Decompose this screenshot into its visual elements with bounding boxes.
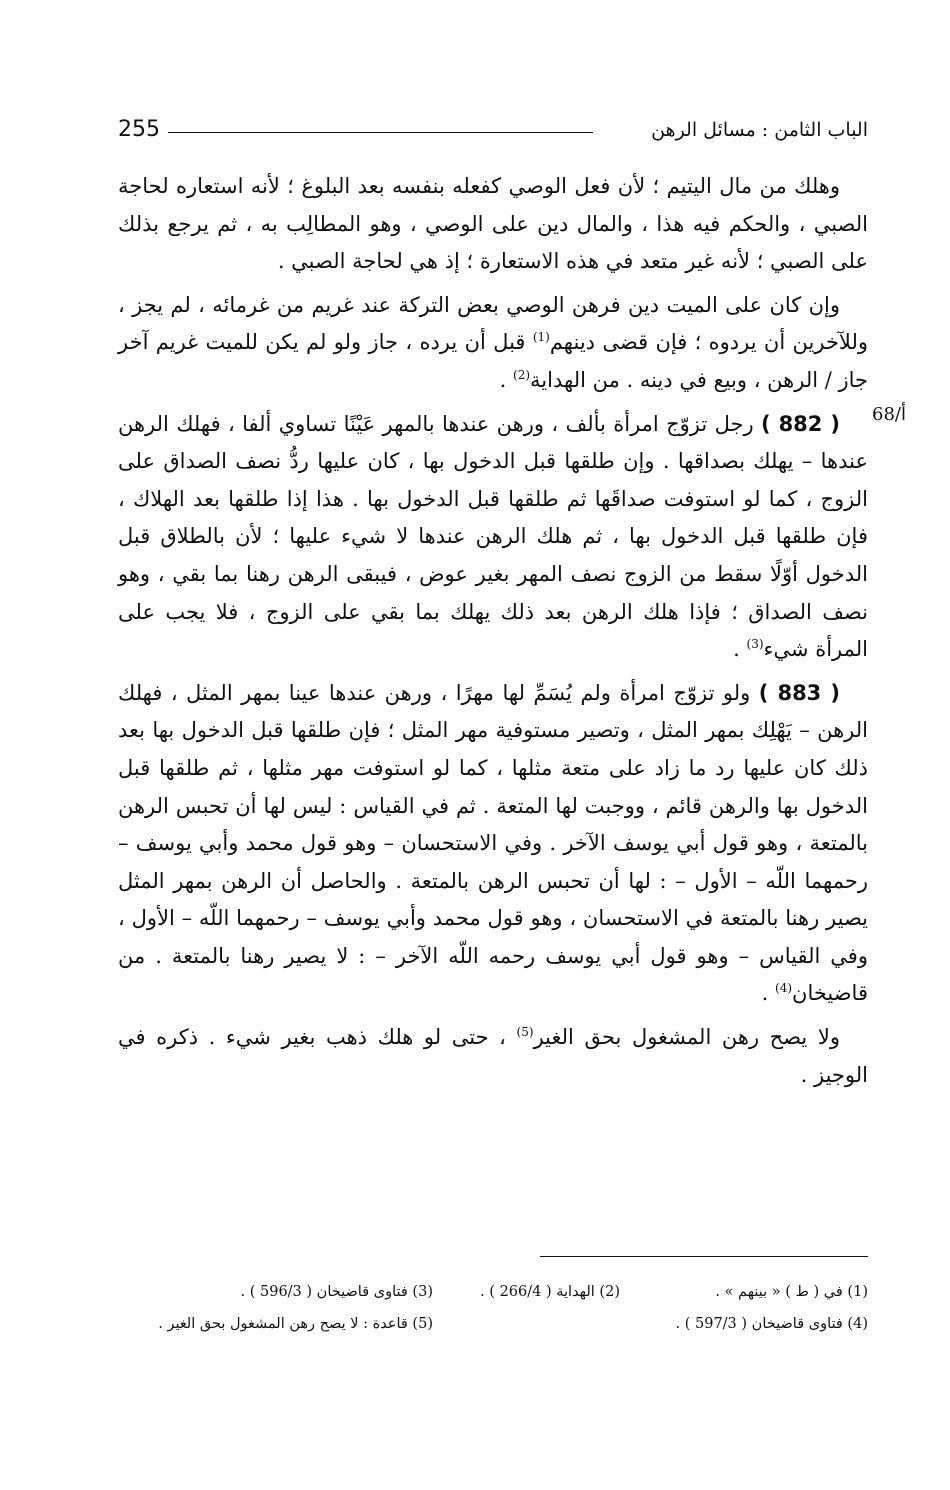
entry-883 bbox=[118, 675, 868, 1013]
footnote-5: (5) قاعدة : لا يصح رهن المشغول بحق الغير . bbox=[158, 1316, 433, 1332]
paragraph-text: . bbox=[733, 637, 747, 662]
paragraph-text: رجل تزوّج امرأة بألف ، ورهن عندها بالمهر عَيْنًا تساوي ألفا ، فهلك الرهن عندها – يهلك بصداقها . وإن طلقها قبل الدخول بها ، كان عليها ردُّ نصف الصداق على الزوج ، كما لو استوفت صداقَها ثم طلقها قبل الدخول بها . هذا إذا طلقها بعد الهلاك ، فإن طلقها قبل الدخول بها ، ثم هلك الرهن عندها لا شيء عليها ؛ لأن بالطلاق قبل الدخول أوّلًا سقط من الزوج نصف المهر بغير عوض ، فيبقى الرهن رهنا بما بقي ، وهو نصف الصداق ؛ فإذا هلك الرهن بعد ذلك يهلك بما بقي على الزوج ، فلا يجب على المرأة شيء bbox=[118, 411, 868, 662]
paragraph-5 bbox=[118, 1019, 868, 1094]
paragraph-text: ، حتى لو هلك ذهب بغير شيء . ذكره في الوجيز . bbox=[118, 1025, 868, 1087]
footnote-rule bbox=[540, 1256, 868, 1257]
footnote-4: (4) فتاوى قاضيخان ( 597/3 ) . bbox=[675, 1316, 868, 1332]
paragraph-text: ولا يصح رهن المشغول بحق الغير bbox=[533, 1025, 840, 1050]
page-header bbox=[118, 110, 868, 150]
footnote-row bbox=[118, 1284, 868, 1316]
entry-number: ( 882 ) bbox=[760, 411, 840, 436]
paragraph-text: وإن كان على الميت دين فرهن الوصي بعض التركة عند غريم من غرمائه ، لم يجز ، وللآخرين أن يردوه ؛ فإن قضى دينهم bbox=[118, 292, 869, 355]
footnote-ref-4[interactable]: (4) bbox=[775, 981, 793, 996]
paragraph-1 bbox=[118, 168, 868, 281]
footnotes bbox=[118, 1284, 868, 1348]
paragraph-text: قبل أن يرده ، جاز ولو لم يكن للميت غريم آخر جاز / الرهن ، وبيع في دينه . من الهداية bbox=[118, 330, 868, 392]
footnote-ref-5[interactable]: (5) bbox=[516, 1025, 534, 1040]
footnote-3: (3) فتاوى قاضيخان ( 596/3 ) . bbox=[240, 1284, 433, 1300]
paragraph-text: ولو تزوّج امرأة ولم يُسَمِّ لها مهرًا ، ورهن عندها عينا بمهر المثل ، فهلك الرهن – يَهْلِك بمهر المثل ، وتصير مستوفية مهر المثل ؛ فإن طلقها قبل الدخول بها بعد ذلك كان عليها رد ما زاد على متعة مثلها ، كما لو استوفت مهر مثلها ، ثم طلقها قبل الدخول بها والرهن قائم ، ووجبت لها المتعة . ثم في القياس : ليس لها أن تحبس الرهن بالمتعة ، وهو قول أبي يوسف الآخر . وفي الاستحسان – وهو قول محمد وأبي يوسف – رحمهما اللّه – الأول – : لها أن تحبس الرهن بالمتعة . والحاصل أن الرهن بمهر المثل يصير رهنا بالمتعة في الاستحسان ، وهو قول محمد وأبي يوسف – رحمهما اللّه – الأول ، وفي القياس – وهو قول أبي يوسف رحمه اللّه الآخر – : لا يصير رهنا بالمتعة . من قاضيخان bbox=[118, 680, 868, 1006]
paragraph-text: . bbox=[761, 981, 775, 1006]
footnote-ref-3[interactable]: (3) bbox=[746, 637, 764, 652]
footnote-1: (1) في ( ط ) « بينهم » . bbox=[715, 1284, 868, 1300]
footnote-ref-2[interactable]: (2) bbox=[513, 367, 531, 382]
footnote-2: (2) الهداية ( 266/4 ) . bbox=[480, 1284, 620, 1300]
entry-882 bbox=[118, 406, 868, 669]
footnote-ref-1[interactable]: (1) bbox=[532, 330, 550, 345]
paragraph-text: . bbox=[499, 367, 514, 392]
manuscript-folio-note: 68/أ bbox=[872, 404, 906, 425]
chapter-title: الباب الثامن : مسائل الرهن bbox=[651, 119, 868, 141]
entry-number: ( 883 ) bbox=[758, 680, 840, 705]
paragraph-2 bbox=[118, 287, 868, 400]
header-rule bbox=[168, 132, 593, 133]
main-text bbox=[118, 168, 868, 1100]
paragraph-text: وهلك من مال اليتيم ؛ لأن فعل الوصي كفعله بنفسه بعد البلوغ ؛ لأنه استعاره لحاجة الصبي ، والحكم فيه هذا ، والمال دين على الوصي ، وهو المطالِب به ، ثم يرجع بذلك على الصبي ؛ لأنه غير متعد في هذه الاستعارة ؛ إذ هي لحاجة الصبي . bbox=[118, 174, 868, 274]
footnote-row bbox=[118, 1316, 868, 1348]
page-number: 255 bbox=[118, 117, 160, 142]
